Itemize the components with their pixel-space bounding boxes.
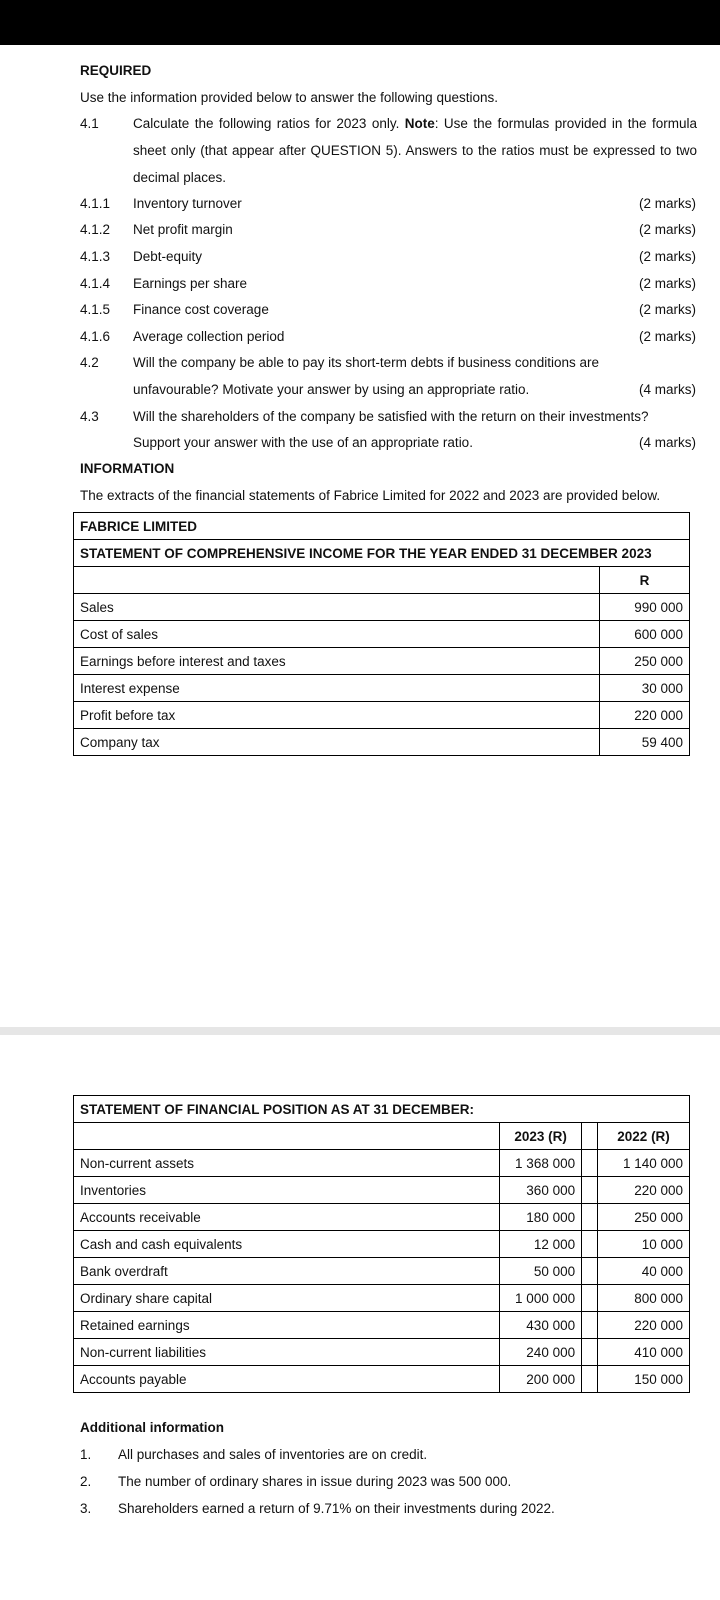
top-black-bar: [0, 0, 720, 45]
row-label: Company tax: [74, 729, 600, 756]
table-row: [74, 648, 690, 675]
col-2022-header: 2022 (R): [598, 1123, 690, 1150]
spacer-cell: [582, 1366, 598, 1393]
table-row: [74, 702, 690, 729]
row-label: Non-current liabilities: [74, 1339, 500, 1366]
document-page-1: [0, 45, 720, 1027]
information-intro: The extracts of the financial statements of Fabrice Limited for 2022 and 2023 are provided below.: [80, 488, 661, 503]
value-2022: 250 000: [598, 1204, 690, 1231]
list-item-number: 2.: [80, 1474, 92, 1489]
sub-question-text: Earnings per share: [133, 276, 248, 291]
value-2023: 360 000: [500, 1177, 582, 1204]
table-row: [74, 675, 690, 702]
table-row: [74, 1204, 690, 1231]
sub-question-text: Inventory turnover: [133, 196, 242, 211]
row-value: 990 000: [600, 594, 690, 621]
sub-question-marks: (2 marks): [639, 329, 696, 344]
row-label: Bank overdraft: [74, 1258, 500, 1285]
value-2023: 430 000: [500, 1312, 582, 1339]
row-label: Interest expense: [74, 675, 600, 702]
sub-question-marks: (2 marks): [639, 276, 696, 291]
sub-question-number: 4.1.3: [80, 249, 111, 264]
income-statement-title: STATEMENT OF COMPREHENSIVE INCOME FOR THE YEAR ENDED 31 DECEMBER 2023: [74, 540, 690, 567]
row-label: Profit before tax: [74, 702, 600, 729]
table-row: [74, 1366, 690, 1393]
q42-line-1: Will the company be able to pay its short-term debts if business conditions are: [133, 355, 599, 370]
sub-question-marks: (2 marks): [639, 222, 696, 237]
financial-position-title: STATEMENT OF FINANCIAL POSITION AS AT 31 DECEMBER:: [74, 1096, 690, 1123]
value-2022: 220 000: [598, 1177, 690, 1204]
financial-position-table: [73, 1095, 690, 1393]
company-name: FABRICE LIMITED: [74, 513, 690, 540]
table-row: [74, 1177, 690, 1204]
q41-text: Calculate the following ratios for 2023 only. Note: Use the formulas provided in the formula sheet only (that appear after QUESTION 5). Answers to the ratios must be expressed to two decimal places.: [133, 116, 697, 185]
value-2022: 220 000: [598, 1312, 690, 1339]
row-label: Sales: [74, 594, 600, 621]
row-label: Inventories: [74, 1177, 500, 1204]
sub-question-number: 4.1.5: [80, 302, 111, 317]
q43-number: 4.3: [80, 409, 99, 424]
q42-line-2: unfavourable? Motivate your answer by using an appropriate ratio.: [133, 382, 530, 397]
document-page-2: [0, 1035, 720, 1600]
value-2023: 180 000: [500, 1204, 582, 1231]
currency-header: R: [600, 567, 690, 594]
table-row: [74, 1150, 690, 1177]
spacer-cell: [582, 1258, 598, 1285]
required-intro: Use the information provided below to answer the following questions.: [80, 90, 498, 105]
page-separator: [0, 1027, 720, 1035]
sub-question-number: 4.1.2: [80, 222, 111, 237]
table-row: [74, 594, 690, 621]
table-row: [74, 729, 690, 756]
spacer-cell: [582, 1150, 598, 1177]
list-item: The number of ordinary shares in issue during 2023 was 500 000.: [118, 1474, 512, 1489]
list-item: All purchases and sales of inventories are on credit.: [118, 1447, 428, 1462]
spacer-cell: [582, 1177, 598, 1204]
row-value: 59 400: [600, 729, 690, 756]
list-item-number: 3.: [80, 1501, 92, 1516]
spacer-cell: [582, 1339, 598, 1366]
header-blank-cell: [74, 1123, 500, 1150]
q41-number: 4.1: [80, 116, 99, 131]
q43-marks: (4 marks): [639, 435, 696, 450]
row-label: Accounts receivable: [74, 1204, 500, 1231]
sub-question-number: 4.1.1: [80, 196, 111, 211]
row-value: 250 000: [600, 648, 690, 675]
row-label: Cost of sales: [74, 621, 600, 648]
col-2023-header: 2023 (R): [500, 1123, 582, 1150]
q43-line-2: Support your answer with the use of an appropriate ratio.: [133, 435, 473, 450]
value-2022: 10 000: [598, 1231, 690, 1258]
value-2023: 12 000: [500, 1231, 582, 1258]
sub-question-number: 4.1.4: [80, 276, 111, 291]
table-row: [74, 621, 690, 648]
table-row: [74, 1339, 690, 1366]
sub-question-marks: (2 marks): [639, 196, 696, 211]
additional-info-heading: Additional information: [80, 1420, 224, 1435]
table-row: [74, 1258, 690, 1285]
value-2022: 410 000: [598, 1339, 690, 1366]
value-2022: 150 000: [598, 1366, 690, 1393]
required-heading: REQUIRED: [80, 63, 152, 78]
spacer-cell: [582, 1285, 598, 1312]
header-blank-cell: [74, 567, 600, 594]
sub-question-number: 4.1.6: [80, 329, 111, 344]
row-label: Retained earnings: [74, 1312, 500, 1339]
table-row: [74, 1231, 690, 1258]
value-2023: 1 000 000: [500, 1285, 582, 1312]
sub-question-marks: (2 marks): [639, 302, 696, 317]
row-label: Earnings before interest and taxes: [74, 648, 600, 675]
value-2023: 1 368 000: [500, 1150, 582, 1177]
income-statement-table: [73, 512, 690, 756]
value-2022: 1 140 000: [598, 1150, 690, 1177]
list-item-number: 1.: [80, 1447, 92, 1462]
spacer-cell: [582, 1312, 598, 1339]
table-row: [74, 1312, 690, 1339]
sub-question-text: Debt-equity: [133, 249, 203, 264]
q43-line-1: Will the shareholders of the company be satisfied with the return on their investments?: [133, 409, 649, 424]
value-2023: 200 000: [500, 1366, 582, 1393]
value-2023: 50 000: [500, 1258, 582, 1285]
q42-number: 4.2: [80, 355, 99, 370]
sub-question-marks: (2 marks): [639, 249, 696, 264]
row-value: 220 000: [600, 702, 690, 729]
row-label: Accounts payable: [74, 1366, 500, 1393]
list-item: Shareholders earned a return of 9.71% on their investments during 2022.: [118, 1501, 555, 1516]
row-label: Cash and cash equivalents: [74, 1231, 500, 1258]
value-2022: 800 000: [598, 1285, 690, 1312]
value-2023: 240 000: [500, 1339, 582, 1366]
table-row: [74, 1285, 690, 1312]
row-value: 600 000: [600, 621, 690, 648]
row-label: Non-current assets: [74, 1150, 500, 1177]
sub-question-text: Finance cost coverage: [133, 302, 269, 317]
q42-marks: (4 marks): [639, 382, 696, 397]
spacer-cell: [582, 1204, 598, 1231]
sub-question-text: Net profit margin: [133, 222, 233, 237]
information-heading: INFORMATION: [80, 461, 175, 476]
value-2022: 40 000: [598, 1258, 690, 1285]
spacer-cell: [582, 1231, 598, 1258]
sub-question-text: Average collection period: [133, 329, 285, 344]
row-value: 30 000: [600, 675, 690, 702]
row-label: Ordinary share capital: [74, 1285, 500, 1312]
spacer-cell: [582, 1123, 598, 1150]
